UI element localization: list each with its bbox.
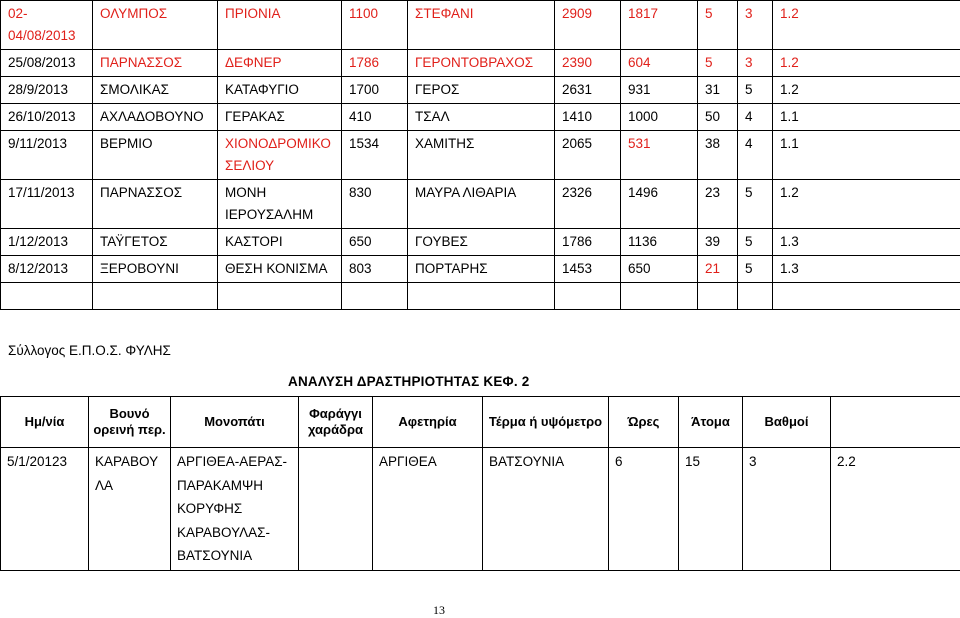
cell-difficulty: 5: [738, 180, 773, 229]
empty-cell: [342, 283, 408, 310]
empty-cell: [555, 283, 621, 310]
cell-altitude-start: 803: [342, 256, 408, 283]
cell-altitude-start: 1534: [342, 131, 408, 180]
cell-altitude-start: 830: [342, 180, 408, 229]
cell-peak: ΓΕΡΟΝΤΟΒΡΑΧΟΣ: [408, 50, 555, 77]
cell-date: 5/1/20123: [1, 448, 89, 571]
cell-ascent: 1000: [621, 104, 698, 131]
empty-row: [1, 283, 960, 310]
header-spacer: [831, 397, 960, 448]
cell-altitude-peak: 2631: [555, 77, 621, 104]
empty-cell: [408, 283, 555, 310]
cell-grade: 1.3: [773, 256, 960, 283]
cell-peak: ΧΑΜΙΤΗΣ: [408, 131, 555, 180]
empty-cell: [621, 283, 698, 310]
cell-date: 25/08/2013: [1, 50, 93, 77]
header-trail: Μονοπάτι: [171, 397, 299, 448]
cell-altitude-start: 1700: [342, 77, 408, 104]
cell-ascent: 1496: [621, 180, 698, 229]
header-date: Ημ/νία: [1, 397, 89, 448]
table-row: [1, 448, 960, 571]
cell-gorge: [299, 448, 373, 571]
cell-date: 9/11/2013: [1, 131, 93, 180]
cell-difficulty: 3: [743, 448, 831, 571]
header-start: Αφετηρία: [373, 397, 483, 448]
cell-shelter: ΘΕΣΗ ΚΟΝΙΣΜΑ: [218, 256, 342, 283]
cell-altitude-start: 410: [342, 104, 408, 131]
cell-difficulty: 3: [738, 1, 773, 50]
cell-end: ΒΑΤΣΟΥΝΙΑ: [483, 448, 609, 571]
cell-start: ΑΡΓΙΘΕΑ: [373, 448, 483, 571]
cell-mountain: ΤΑΫΓΕΤΟΣ: [93, 229, 218, 256]
cell-ascent: 650: [621, 256, 698, 283]
cell-grade: 1.2: [773, 77, 960, 104]
cell-mountain: ΑΧΛΑΔΟΒΟΥΝΟ: [93, 104, 218, 131]
cell-ascent: 531: [621, 131, 698, 180]
cell-altitude-start: 1786: [342, 50, 408, 77]
cell-hours: 5: [698, 1, 738, 50]
cell-ascent: 604: [621, 50, 698, 77]
organization-name: Σύλλογος Ε.Π.Ο.Σ. ΦΥΛΗΣ: [8, 343, 171, 358]
cell-date: 02-04/08/2013: [1, 1, 93, 50]
cell-grade: 1.3: [773, 229, 960, 256]
cell-people: 15: [679, 448, 743, 571]
cell-difficulty: 4: [738, 131, 773, 180]
table-row: [1, 104, 960, 131]
table-row: [1, 50, 960, 77]
cell-mountain: ΠΑΡΝΑΣΣΟΣ: [93, 180, 218, 229]
cell-date: 8/12/2013: [1, 256, 93, 283]
cell-hours: 5: [698, 50, 738, 77]
cell-hours: 21: [698, 256, 738, 283]
cell-shelter: ΚΑΤΑΦΥΓΙΟ: [218, 77, 342, 104]
cell-shelter: ΔΕΦΝΕΡ: [218, 50, 342, 77]
cell-shelter: ΧΙΟΝΟΔΡΟΜΙΚΟ ΣΕΛΙΟΥ: [218, 131, 342, 180]
cell-altitude-start: 650: [342, 229, 408, 256]
cell-altitude-peak: 2326: [555, 180, 621, 229]
cell-date: 26/10/2013: [1, 104, 93, 131]
header-people: Άτομα: [679, 397, 743, 448]
header-end: Τέρμα ή υψόμετρο: [483, 397, 609, 448]
cell-shelter: ΠΡΙΟΝΙΑ: [218, 1, 342, 50]
cell-hours: 31: [698, 77, 738, 104]
table-row: [1, 131, 960, 180]
cell-date: 28/9/2013: [1, 77, 93, 104]
table-row: [1, 77, 960, 104]
cell-hours: 38: [698, 131, 738, 180]
header-row: [1, 397, 960, 448]
empty-cell: [773, 283, 960, 310]
cell-shelter: ΜΟΝΗ ΙΕΡΟΥΣΑΛΗΜ: [218, 180, 342, 229]
table-row: [1, 229, 960, 256]
cell-ascent: 931: [621, 77, 698, 104]
cell-grade: 1.2: [773, 50, 960, 77]
cell-ascent: 1817: [621, 1, 698, 50]
cell-trail: ΑΡΓΙΘΕΑ-ΑΕΡΑΣ-ΠΑΡΑΚΑΜΨΗ ΚΟΡΥΦΗΣ ΚΑΡΑΒΟΥΛΑΣ-ΒΑΤΣΟΥΝΙΑ: [171, 448, 299, 571]
cell-grade: 2.2: [831, 448, 960, 571]
empty-cell: [93, 283, 218, 310]
empty-cell: [1, 283, 93, 310]
cell-difficulty: 5: [738, 229, 773, 256]
cell-difficulty: 3: [738, 50, 773, 77]
table-row: [1, 256, 960, 283]
cell-mountain: ΚΑΡΑΒΟΥΛΑ: [89, 448, 171, 571]
page-number: 13: [433, 603, 445, 618]
cell-difficulty: 5: [738, 77, 773, 104]
cell-altitude-peak: 1453: [555, 256, 621, 283]
cell-altitude-peak: 1786: [555, 229, 621, 256]
header-grade: Βαθμοί: [743, 397, 831, 448]
cell-altitude-peak: 2909: [555, 1, 621, 50]
cell-altitude-peak: 1410: [555, 104, 621, 131]
cell-hours: 50: [698, 104, 738, 131]
cell-difficulty: 5: [738, 256, 773, 283]
cell-mountain: ΒΕΡΜΙΟ: [93, 131, 218, 180]
cell-shelter: ΓΕΡΑΚΑΣ: [218, 104, 342, 131]
cell-altitude-start: 1100: [342, 1, 408, 50]
cell-hours: 23: [698, 180, 738, 229]
cell-grade: 1.2: [773, 180, 960, 229]
cell-peak: ΠΟΡΤΑΡΗΣ: [408, 256, 555, 283]
cell-peak: ΣΤΕΦΑΝΙ: [408, 1, 555, 50]
cell-mountain: ΞΕΡΟΒΟΥΝΙ: [93, 256, 218, 283]
cell-hours: 6: [609, 448, 679, 571]
cell-shelter: ΚΑΣΤΟΡΙ: [218, 229, 342, 256]
cell-peak: ΓΟΥΒΕΣ: [408, 229, 555, 256]
header-mountain: Βουνό ορεινή περ.: [89, 397, 171, 448]
cell-altitude-peak: 2390: [555, 50, 621, 77]
empty-cell: [698, 283, 738, 310]
empty-cell: [738, 283, 773, 310]
cell-mountain: ΠΑΡΝΑΣΣΟΣ: [93, 50, 218, 77]
table-row: [1, 1, 960, 50]
cell-ascent: 1136: [621, 229, 698, 256]
cell-date: 1/12/2013: [1, 229, 93, 256]
cell-altitude-peak: 2065: [555, 131, 621, 180]
cell-peak: ΤΣΑΛ: [408, 104, 555, 131]
cell-difficulty: 4: [738, 104, 773, 131]
activity-table: [0, 396, 960, 571]
cell-peak: ΓΕΡΟΣ: [408, 77, 555, 104]
cell-grade: 1.1: [773, 131, 960, 180]
header-gorge: Φαράγγι χαράδρα: [299, 397, 373, 448]
empty-cell: [218, 283, 342, 310]
cell-mountain: ΟΛΥΜΠΟΣ: [93, 1, 218, 50]
cell-grade: 1.1: [773, 104, 960, 131]
cell-grade: 1.2: [773, 1, 960, 50]
header-hours: Ώρες: [609, 397, 679, 448]
cell-hours: 39: [698, 229, 738, 256]
analysis-title: ΑΝΑΛΥΣΗ ΔΡΑΣΤΗΡΙΟΤΗΤΑΣ ΚΕΦ. 2: [288, 374, 529, 389]
cell-date: 17/11/2013: [1, 180, 93, 229]
cell-mountain: ΣΜΟΛΙΚΑΣ: [93, 77, 218, 104]
table-row: [1, 180, 960, 229]
cell-peak: ΜΑΥΡΑ ΛΙΘΑΡΙΑ: [408, 180, 555, 229]
